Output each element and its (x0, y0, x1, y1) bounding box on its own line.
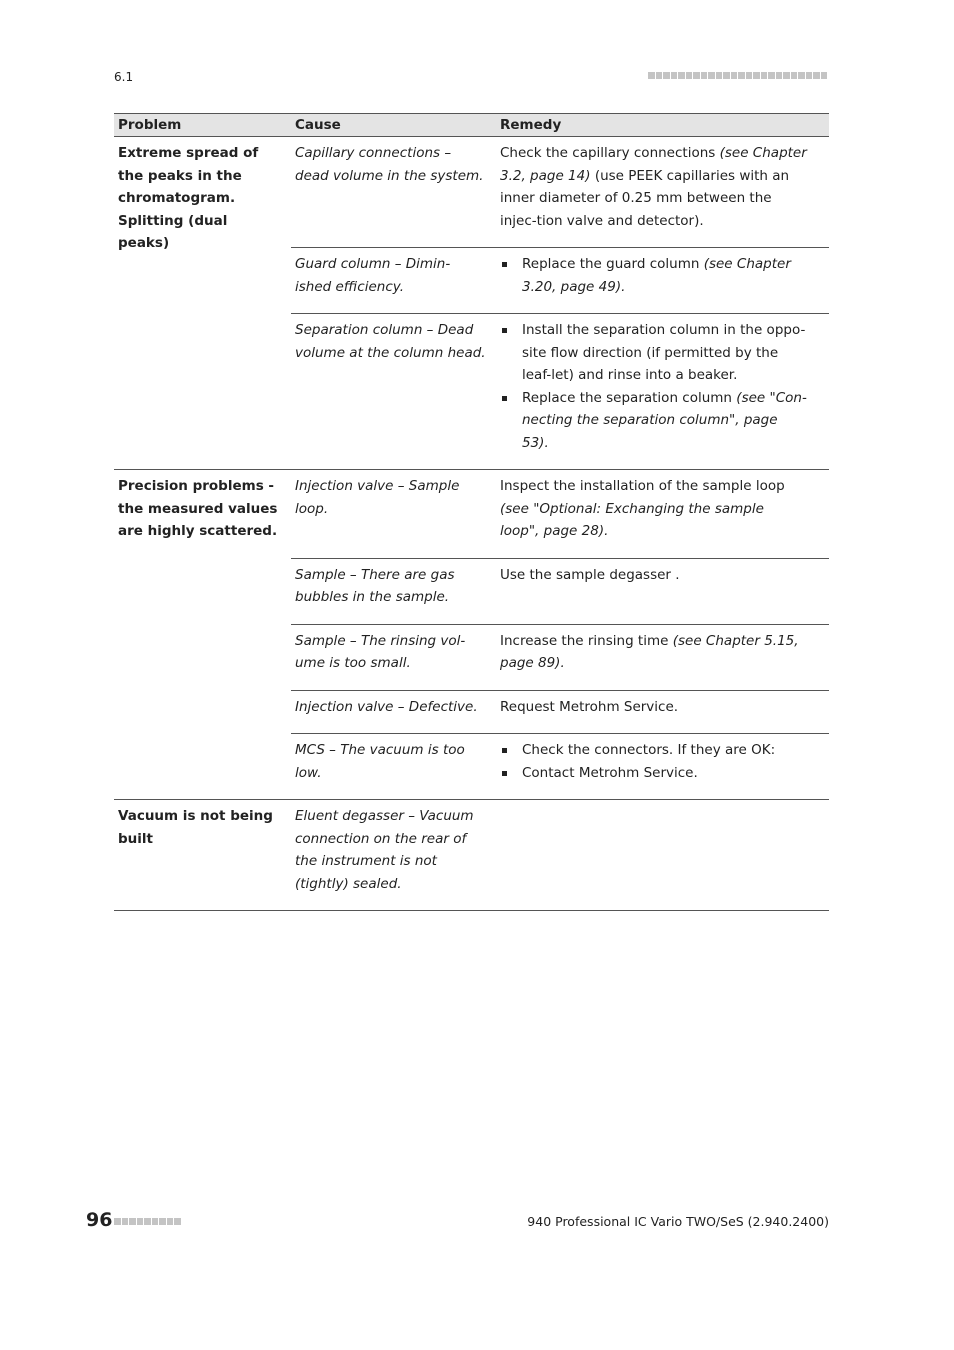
remedy-text: Check the capillary connections (500, 145, 716, 161)
remedy-cell (496, 142, 829, 232)
cause-cell: Sample – The rinsing vol-ume is too small. (295, 632, 466, 671)
remedy-reference: (see "Optional: Exchanging the sample loop", page 28). (500, 500, 764, 539)
cause-cell: Eluent degasser – Vacuum connection on the rear of the instrument is not (tightly) sealed. (295, 808, 474, 892)
problem-group (114, 470, 829, 800)
cause-cell: Separation column – Dead volume at the column head. (295, 322, 486, 361)
footer-decoration (114, 1218, 181, 1225)
bullet-item (500, 253, 807, 298)
remedy-cell (496, 739, 829, 784)
header-problem: Problem (118, 117, 182, 133)
remedy-cell (496, 319, 829, 454)
table-row (291, 470, 829, 559)
bullet-text: Install the separation column in the oppo-site flow direction (if permitted by the leaf-let) and rinse into a beaker. (522, 322, 806, 383)
section-number: 6.1 (114, 70, 134, 84)
remedy-reference: (see Chapter 5.15, page 89). (500, 632, 799, 671)
bullet-text: Contact Metrohm Service. (522, 764, 698, 781)
bullet-text: Replace the separation column (522, 389, 732, 406)
cause-cell: Sample – There are gas bubbles in the sample. (295, 566, 455, 605)
bullet-text: Check the connectors. If they are OK: (522, 742, 776, 758)
cause-cell: Guard column – Dimin-ished efficiency. (295, 256, 451, 295)
problem-cell: Precision problems - the measured values are highly scattered. (118, 478, 278, 539)
table-row (291, 559, 829, 625)
header-cause: Cause (295, 117, 341, 133)
bullet-text: Replace the guard column (522, 256, 700, 272)
remedy-cell (496, 805, 829, 895)
remedy-cell (496, 696, 829, 719)
bullet-item (500, 387, 807, 455)
remedy-text: Inspect the installation of the sample loop (500, 478, 785, 494)
header-remedy: Remedy (500, 117, 562, 133)
remedy-cell (496, 475, 829, 543)
header-decoration (648, 72, 827, 79)
remedy-text: Use the sample degasser . (500, 566, 680, 583)
remedy-text: Increase the rinsing time (500, 632, 669, 649)
problem-cell: Vacuum is not being built (118, 808, 273, 847)
remedy-reference: (see "Con-necting the separation column", page 53). (522, 389, 807, 451)
cause-cell: Capillary connections – dead volume in the system. (295, 145, 484, 184)
table-header (114, 113, 829, 137)
problem-group (114, 137, 829, 470)
table-row (291, 691, 829, 735)
bullet-item (500, 739, 807, 762)
page-number: 96 (86, 1209, 113, 1231)
remedy-reference: (see Chapter 3.20, page 49). (522, 256, 791, 295)
table-row (291, 314, 829, 469)
remedy-reference: (see Chapter 3.2, page 14) (500, 145, 807, 184)
bullet-item (500, 319, 807, 387)
table-row (291, 800, 829, 910)
cause-cell: Injection valve – Defective. (295, 698, 478, 715)
remedy-cell (496, 630, 829, 675)
table-row (291, 248, 829, 314)
problem-cell: Extreme spread of the peaks in the chromatogram. Splitting (dual peaks) (118, 145, 259, 251)
troubleshooting-table (114, 113, 829, 911)
table-row (291, 625, 829, 691)
cause-cell: Injection valve – Sample loop. (295, 478, 460, 517)
cause-cell: MCS – The vacuum is too low. (295, 742, 465, 781)
remedy-cell (496, 564, 829, 609)
bullet-item (500, 762, 807, 785)
remedy-text: Request Metrohm Service. (500, 698, 679, 715)
problem-group (114, 800, 829, 911)
remedy-cell (496, 253, 829, 298)
table-row (291, 734, 829, 799)
table-row (291, 137, 829, 248)
document-title: 940 Professional IC Vario TWO/SeS (2.940.2400) (527, 1214, 829, 1229)
remedy-text: (use PEEK capillaries with an inner diameter of 0.25 mm between the injec-tion valve and detector). (500, 167, 790, 229)
